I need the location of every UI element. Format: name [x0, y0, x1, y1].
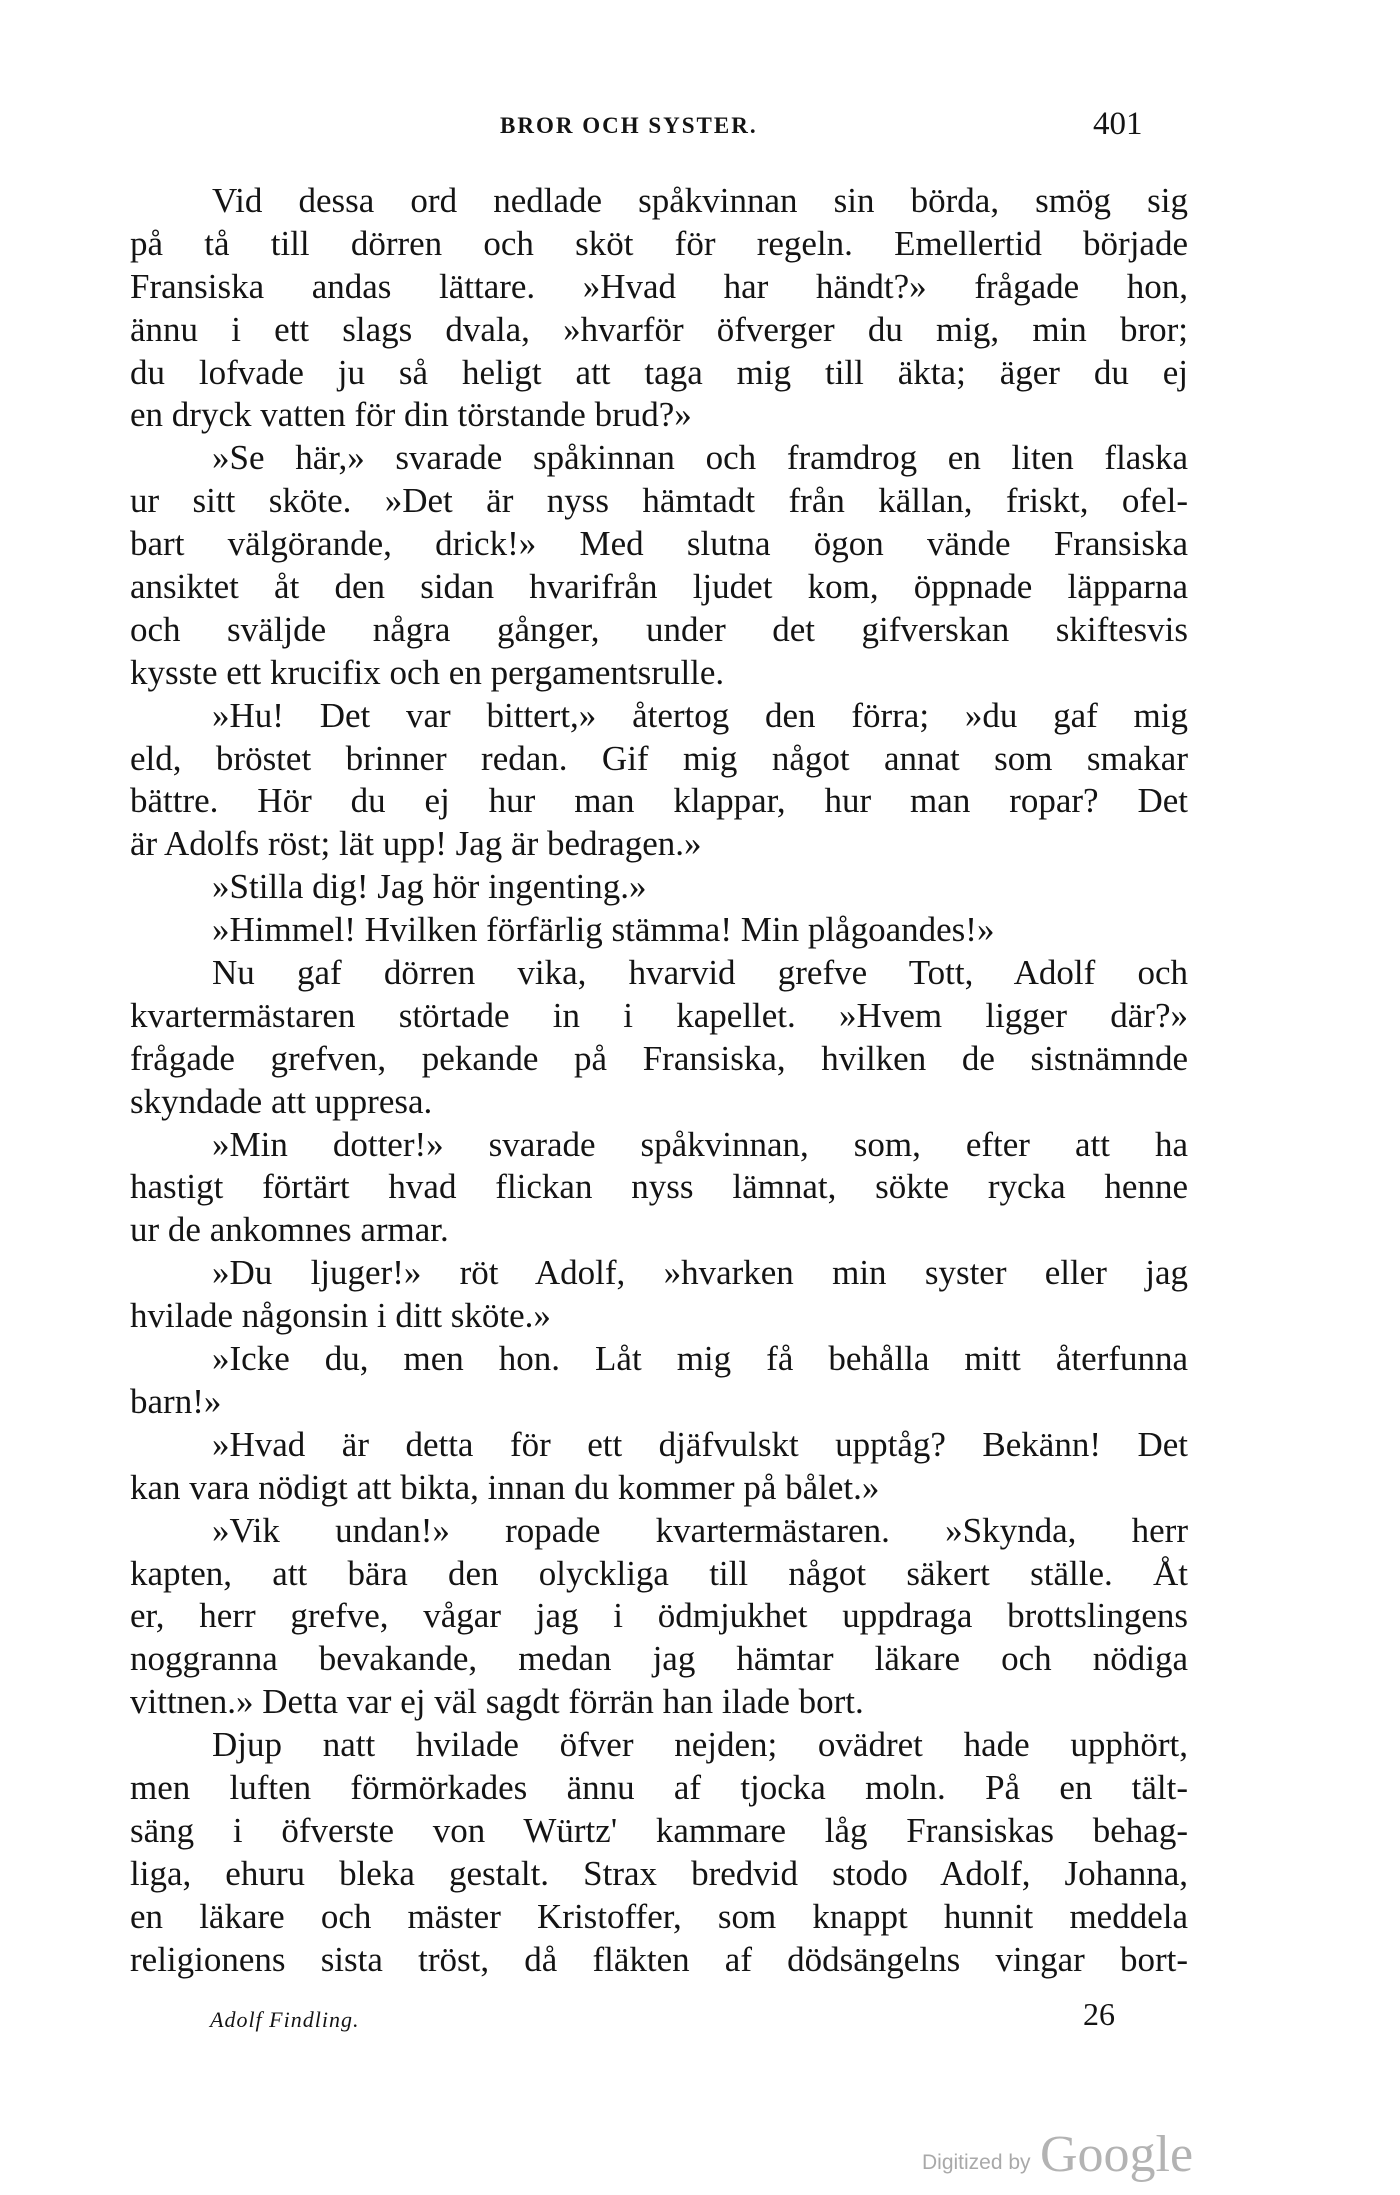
- text-line: bart välgörande, drick!» Med slutna ögon vände Fransiska: [130, 524, 1188, 564]
- text-line: noggranna bevakande, medan jag hämtar läkare och nödiga: [130, 1639, 1188, 1679]
- text-line: ur de ankomnes armar.: [130, 1210, 449, 1250]
- text-line: och sväljde några gånger, under det gifverskan skiftesvis: [130, 609, 1188, 649]
- text-line: på tå till dörren och sköt för regeln. Emellertid började: [130, 223, 1188, 263]
- text-line: Djup natt hvilade öfver nejden; ovädret hade upphört,: [212, 1725, 1188, 1765]
- text-line: eld, bröstet brinner redan. Gif mig något annat som smakar: [130, 738, 1188, 778]
- signature-mark: Adolf Findling.: [210, 2007, 360, 2032]
- text-line: vittnen.» Detta var ej väl sagdt förrän han ilade bort.: [130, 1682, 864, 1722]
- text-line: Nu gaf dörren vika, hvarvid grefve Tott, Adolf och: [212, 953, 1188, 993]
- text-line: barn!»: [130, 1381, 222, 1421]
- text-line: »Min dotter!» svarade spåkvinnan, som, efter att ha: [212, 1124, 1188, 1164]
- text-line: frågade grefven, pekande på Fransiska, hvilken de sistnämnde: [130, 1038, 1188, 1078]
- running-head: [0, 104, 1400, 144]
- text-line: Fransiska andas lättare. »Hvad har händt?» frågade hon,: [130, 266, 1188, 306]
- signature-number: 26: [1083, 1996, 1115, 2032]
- body-text: [130, 180, 1188, 1981]
- text-line: »Hu! Det var bittert,» återtog den förra; »du gaf mig: [212, 695, 1188, 735]
- text-line: men luften förmörkades ännu af tjocka moln. På en tält-: [130, 1767, 1188, 1807]
- text-line: bättre. Hör du ej hur man klappar, hur man ropar? Det: [130, 781, 1188, 821]
- text-line: er, herr grefve, vågar jag i ödmjukhet uppdraga brottslingens: [130, 1596, 1188, 1636]
- text-line: »Se här,» svarade spåkinnan och framdrog en liten flaska: [212, 438, 1188, 478]
- text-line: Vid dessa ord nedlade spåkvinnan sin börda, smög sig: [212, 181, 1188, 220]
- text-line: »Du ljuger!» röt Adolf, »hvarken min syster eller jag: [212, 1253, 1188, 1293]
- running-title: BROR OCH SYSTER.: [500, 113, 758, 138]
- text-line: en läkare och mäster Kristoffer, som knappt hunnit meddela: [130, 1896, 1188, 1936]
- text-line: kvartermästaren störtade in i kapellet. »Hvem ligger där?»: [130, 995, 1188, 1035]
- text-line: du lofvade ju så heligt att taga mig till äkta; äger du ej: [130, 352, 1188, 392]
- text-line: religionens sista tröst, då fläkten af dödsängelns vingar bort-: [130, 1939, 1188, 1979]
- text-line: »Vik undan!» ropade kvartermästaren. »Skynda, herr: [212, 1510, 1188, 1550]
- text-line: »Stilla dig! Jag hör ingenting.»: [212, 867, 647, 907]
- text-line: »Himmel! Hvilken förfärlig stämma! Min plågoandes!»: [212, 910, 995, 950]
- text-line: kapten, att bära den olyckliga till något säkert ställe. Åt: [130, 1553, 1188, 1593]
- text-line: kan vara nödigt att bikta, innan du kommer på bålet.»: [130, 1467, 880, 1507]
- text-line: »Icke du, men hon. Låt mig få behålla mitt återfunna: [212, 1339, 1188, 1379]
- page-number: 401: [1093, 106, 1143, 142]
- watermark-prefix: Digitized by: [922, 2151, 1031, 2174]
- text-line: en dryck vatten för din törstande brud?»: [130, 395, 692, 435]
- text-line: är Adolfs röst; lät upp! Jag är bedragen.»: [130, 824, 702, 864]
- text-line: ännu i ett slags dvala, »hvarför öfverger du mig, min bror;: [130, 309, 1188, 349]
- text-line: liga, ehuru bleka gestalt. Strax bredvid stodo Adolf, Johanna,: [130, 1853, 1188, 1893]
- text-line: ansiktet åt den sidan hvarifrån ljudet kom, öppnade läpparna: [130, 567, 1188, 607]
- text-line: kysste ett krucifix och en pergamentsrulle.: [130, 652, 725, 692]
- text-line: hvilade någonsin i ditt sköte.»: [130, 1296, 551, 1336]
- text-line: hastigt förtärt hvad flickan nyss lämnat, sökte rycka henne: [130, 1167, 1188, 1207]
- text-line: säng i öfverste von Würtz' kammare låg Fransiskas behag-: [130, 1810, 1188, 1850]
- text-line: ur sitt sköte. »Det är nyss hämtadt från källan, friskt, ofel-: [130, 481, 1188, 521]
- watermark-brand: Google: [1040, 2126, 1194, 2183]
- text-line: »Hvad är detta för ett djäfvulskt upptåg? Bekänn! Det: [212, 1424, 1188, 1464]
- text-line: skyndade att uppresa.: [130, 1081, 433, 1121]
